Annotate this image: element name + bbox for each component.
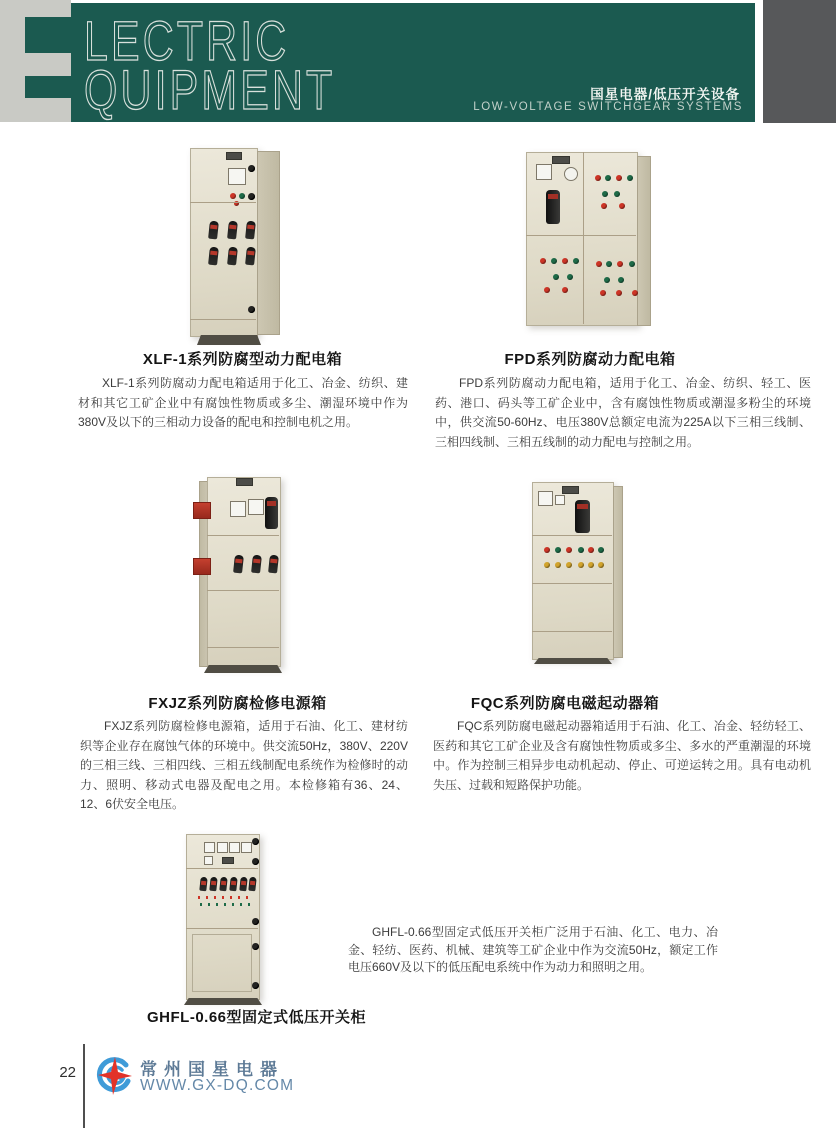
indicator-light	[540, 258, 546, 264]
indicator-light	[595, 175, 601, 181]
cabinet-side	[613, 486, 623, 658]
switch-handle	[248, 877, 256, 892]
panel-seam	[207, 535, 279, 536]
indicator-light	[606, 261, 612, 267]
indicator-light	[629, 261, 635, 267]
door-latch-knob	[252, 918, 259, 925]
panel-seam	[526, 235, 636, 236]
switch-handle	[239, 877, 247, 892]
indicator-light	[544, 547, 550, 553]
panel-seam	[532, 583, 612, 584]
indicator-light	[553, 274, 559, 280]
switch-handle	[227, 221, 238, 240]
header-right-block	[763, 0, 836, 123]
main-switch-handle	[265, 497, 278, 529]
door-latch-knob	[248, 306, 255, 313]
switch-handle	[251, 555, 262, 574]
indicator-light	[601, 203, 607, 209]
indicator-light	[555, 547, 561, 553]
panel-seam	[532, 535, 612, 536]
switch-handle	[245, 221, 256, 240]
switch-handle	[208, 247, 219, 266]
indicator-light	[596, 261, 602, 267]
indicator-light	[619, 203, 625, 209]
indicator-light	[555, 562, 561, 568]
meter-window	[555, 495, 565, 505]
cabinet-label	[226, 152, 242, 160]
meter-window	[241, 842, 252, 853]
switch-handle	[208, 221, 219, 240]
indicator-light	[604, 277, 610, 283]
product-title-ghfl: GHFL-0.66型固定式低压开关柜	[147, 1009, 367, 1026]
company-website: WWW.GX-DQ.COM	[140, 1077, 295, 1094]
switch-handle	[233, 555, 244, 574]
gx-star-logo-icon	[92, 1055, 134, 1099]
big-e-arm-top	[25, 0, 71, 17]
indicator-light	[544, 562, 550, 568]
indicator-light	[578, 562, 584, 568]
panel-seam	[532, 631, 612, 632]
footer-divider	[83, 1044, 85, 1128]
meter-window	[230, 501, 246, 517]
company-name: 常州国星电器	[140, 1060, 284, 1079]
brand-chinese: 国星电器/低压开关设备	[590, 87, 740, 102]
cabinet-base	[204, 665, 282, 673]
product-image-fqc	[524, 478, 624, 665]
switch-handle	[245, 247, 256, 266]
indicator-light	[562, 258, 568, 264]
product-image-ghfl	[182, 830, 274, 1006]
door-latch-knob	[252, 982, 259, 989]
indicator-light	[605, 175, 611, 181]
door-latch-knob	[252, 943, 259, 950]
main-switch-handle	[575, 500, 590, 533]
door-latch-knob	[248, 193, 255, 200]
product-title-fqc: FQC系列防腐电磁起动器箱	[470, 695, 660, 712]
big-e-arm-middle	[25, 53, 71, 76]
panel-seam	[207, 590, 279, 591]
socket-box	[193, 502, 211, 519]
panel-seam	[583, 152, 584, 324]
indicator-light	[614, 191, 620, 197]
product-description-xlf1: XLF-1系列防腐动力配电箱适用于化工、冶金、纺织、建材和其它工矿企业中有腐蚀性物质或多尘、潮湿环境中作为380V及以下的三相动力设备的配电和控制电机之用。	[78, 376, 408, 429]
socket-box	[193, 558, 211, 575]
switch-handle	[219, 877, 227, 892]
cabinet-label	[562, 486, 579, 494]
meter-window	[538, 491, 553, 506]
indicator-light	[566, 547, 572, 553]
cabinet-front	[532, 482, 614, 660]
cabinet-side	[637, 156, 651, 326]
panel-seam	[207, 647, 279, 648]
indicator-light	[627, 175, 633, 181]
indicator-light	[588, 562, 594, 568]
indicator-light	[602, 191, 608, 197]
indicator-light	[551, 258, 557, 264]
switch-handle	[227, 247, 238, 266]
door-latch-knob	[252, 858, 259, 865]
indicator-light	[617, 261, 623, 267]
product-description-fxjz: FXJZ系列防腐检修电源箱，适用于石油、化工、建材纺织等企业存在腐蚀气体的环境中。供交流50Hz，380V、220V的三相三线、三相四线、三相五线制配电系统作为检修时的动力、照明、移动式电器及配电之用。本检修箱有36、24、12、6伏安全电压。	[80, 719, 408, 811]
product-image-fpd	[516, 148, 656, 330]
meter-window	[217, 842, 228, 853]
indicator-light	[616, 175, 622, 181]
product-title-xlf1: XLF-1系列防腐型动力配电箱	[142, 351, 343, 368]
wordmark-line2: QUIPMENT	[84, 57, 336, 122]
wordmark-line1: LECTRIC	[84, 8, 290, 73]
indicator-light	[598, 562, 604, 568]
indicator-light	[544, 287, 550, 293]
meter-window	[229, 842, 240, 853]
product-description-fqc: FQC系列防腐电磁起动器箱适用于石油、化工、冶金、轻纺轻工、医药和其它工矿企业及含有腐蚀性物质或多尘、多水的严重潮湿的环境中。作为控制三相异步电动机起动、停止、可逆运转之用。具有电动机失压、过载和短路保护功能。	[433, 719, 811, 792]
indicator-light	[616, 290, 622, 296]
meter-window	[204, 856, 213, 865]
round-gauge	[564, 167, 578, 181]
bottom-door	[192, 934, 252, 992]
door-latch-knob	[248, 165, 255, 172]
cabinet-label	[222, 857, 234, 864]
product-title-fpd: FPD系列防腐动力配电箱	[504, 351, 676, 368]
product-description-ghfl: GHFL-0.66型固定式低压开关柜广泛用于石油、化工、电力、冶金、轻纺、医药、机械、建筑等工矿企业中作为交流50Hz，额定工作电压660V及以下的低压配电系统中作为动力和照明之用。	[348, 925, 718, 974]
indicator-light	[600, 290, 606, 296]
meter-window	[228, 168, 246, 185]
brand-english: LOW-VOLTAGE SWITCHGEAR SYSTEMS	[473, 101, 743, 113]
indicator-light	[632, 290, 638, 296]
indicator-light	[562, 287, 568, 293]
indicator-light	[573, 258, 579, 264]
cabinet-label	[236, 478, 253, 486]
indicator-light	[566, 562, 572, 568]
panel-seam	[190, 319, 256, 320]
meter-window	[248, 499, 264, 515]
indicator-light	[578, 547, 584, 553]
panel-seam	[186, 928, 258, 929]
cabinet-base	[197, 335, 261, 345]
switch-handle	[209, 877, 217, 892]
indicator-light	[567, 274, 573, 280]
indicator-light	[239, 193, 245, 199]
main-switch-handle	[546, 190, 560, 224]
switch-handle	[229, 877, 237, 892]
meter-window	[204, 842, 215, 853]
product-title-fxjz: FXJZ系列防腐检修电源箱	[148, 695, 327, 712]
meter-window	[536, 164, 552, 180]
panel-seam	[190, 202, 256, 203]
cabinet-base	[184, 998, 262, 1005]
cabinet-label	[552, 156, 570, 164]
cabinet-side	[257, 151, 280, 335]
page-number: 22	[59, 1064, 76, 1081]
indicator-light	[230, 193, 236, 199]
indicator-light	[618, 277, 624, 283]
switch-handle	[199, 877, 207, 892]
panel-seam	[186, 868, 258, 869]
indicator-strip	[198, 896, 254, 899]
indicator-strip	[200, 903, 256, 906]
product-image-xlf1	[188, 143, 300, 347]
product-image-fxjz	[190, 473, 294, 675]
cabinet-base	[534, 658, 612, 664]
indicator-light	[588, 547, 594, 553]
big-e-arm-bottom	[25, 98, 71, 122]
door-latch-knob	[252, 838, 259, 845]
product-description-fpd: FPD系列防腐动力配电箱，适用于化工、冶金、纺织、轻工、医药、港口、码头等工矿企业中，含有腐蚀性物质或潮湿多粉尘的环境中，供交流50-60Hz、电压380V总额定电流为225A以下三相三线制、三相四线制、三相五线制的动力配电与控制之用。	[435, 376, 811, 449]
big-e-letter	[0, 0, 25, 122]
indicator-light	[598, 547, 604, 553]
switch-handle	[268, 555, 279, 574]
